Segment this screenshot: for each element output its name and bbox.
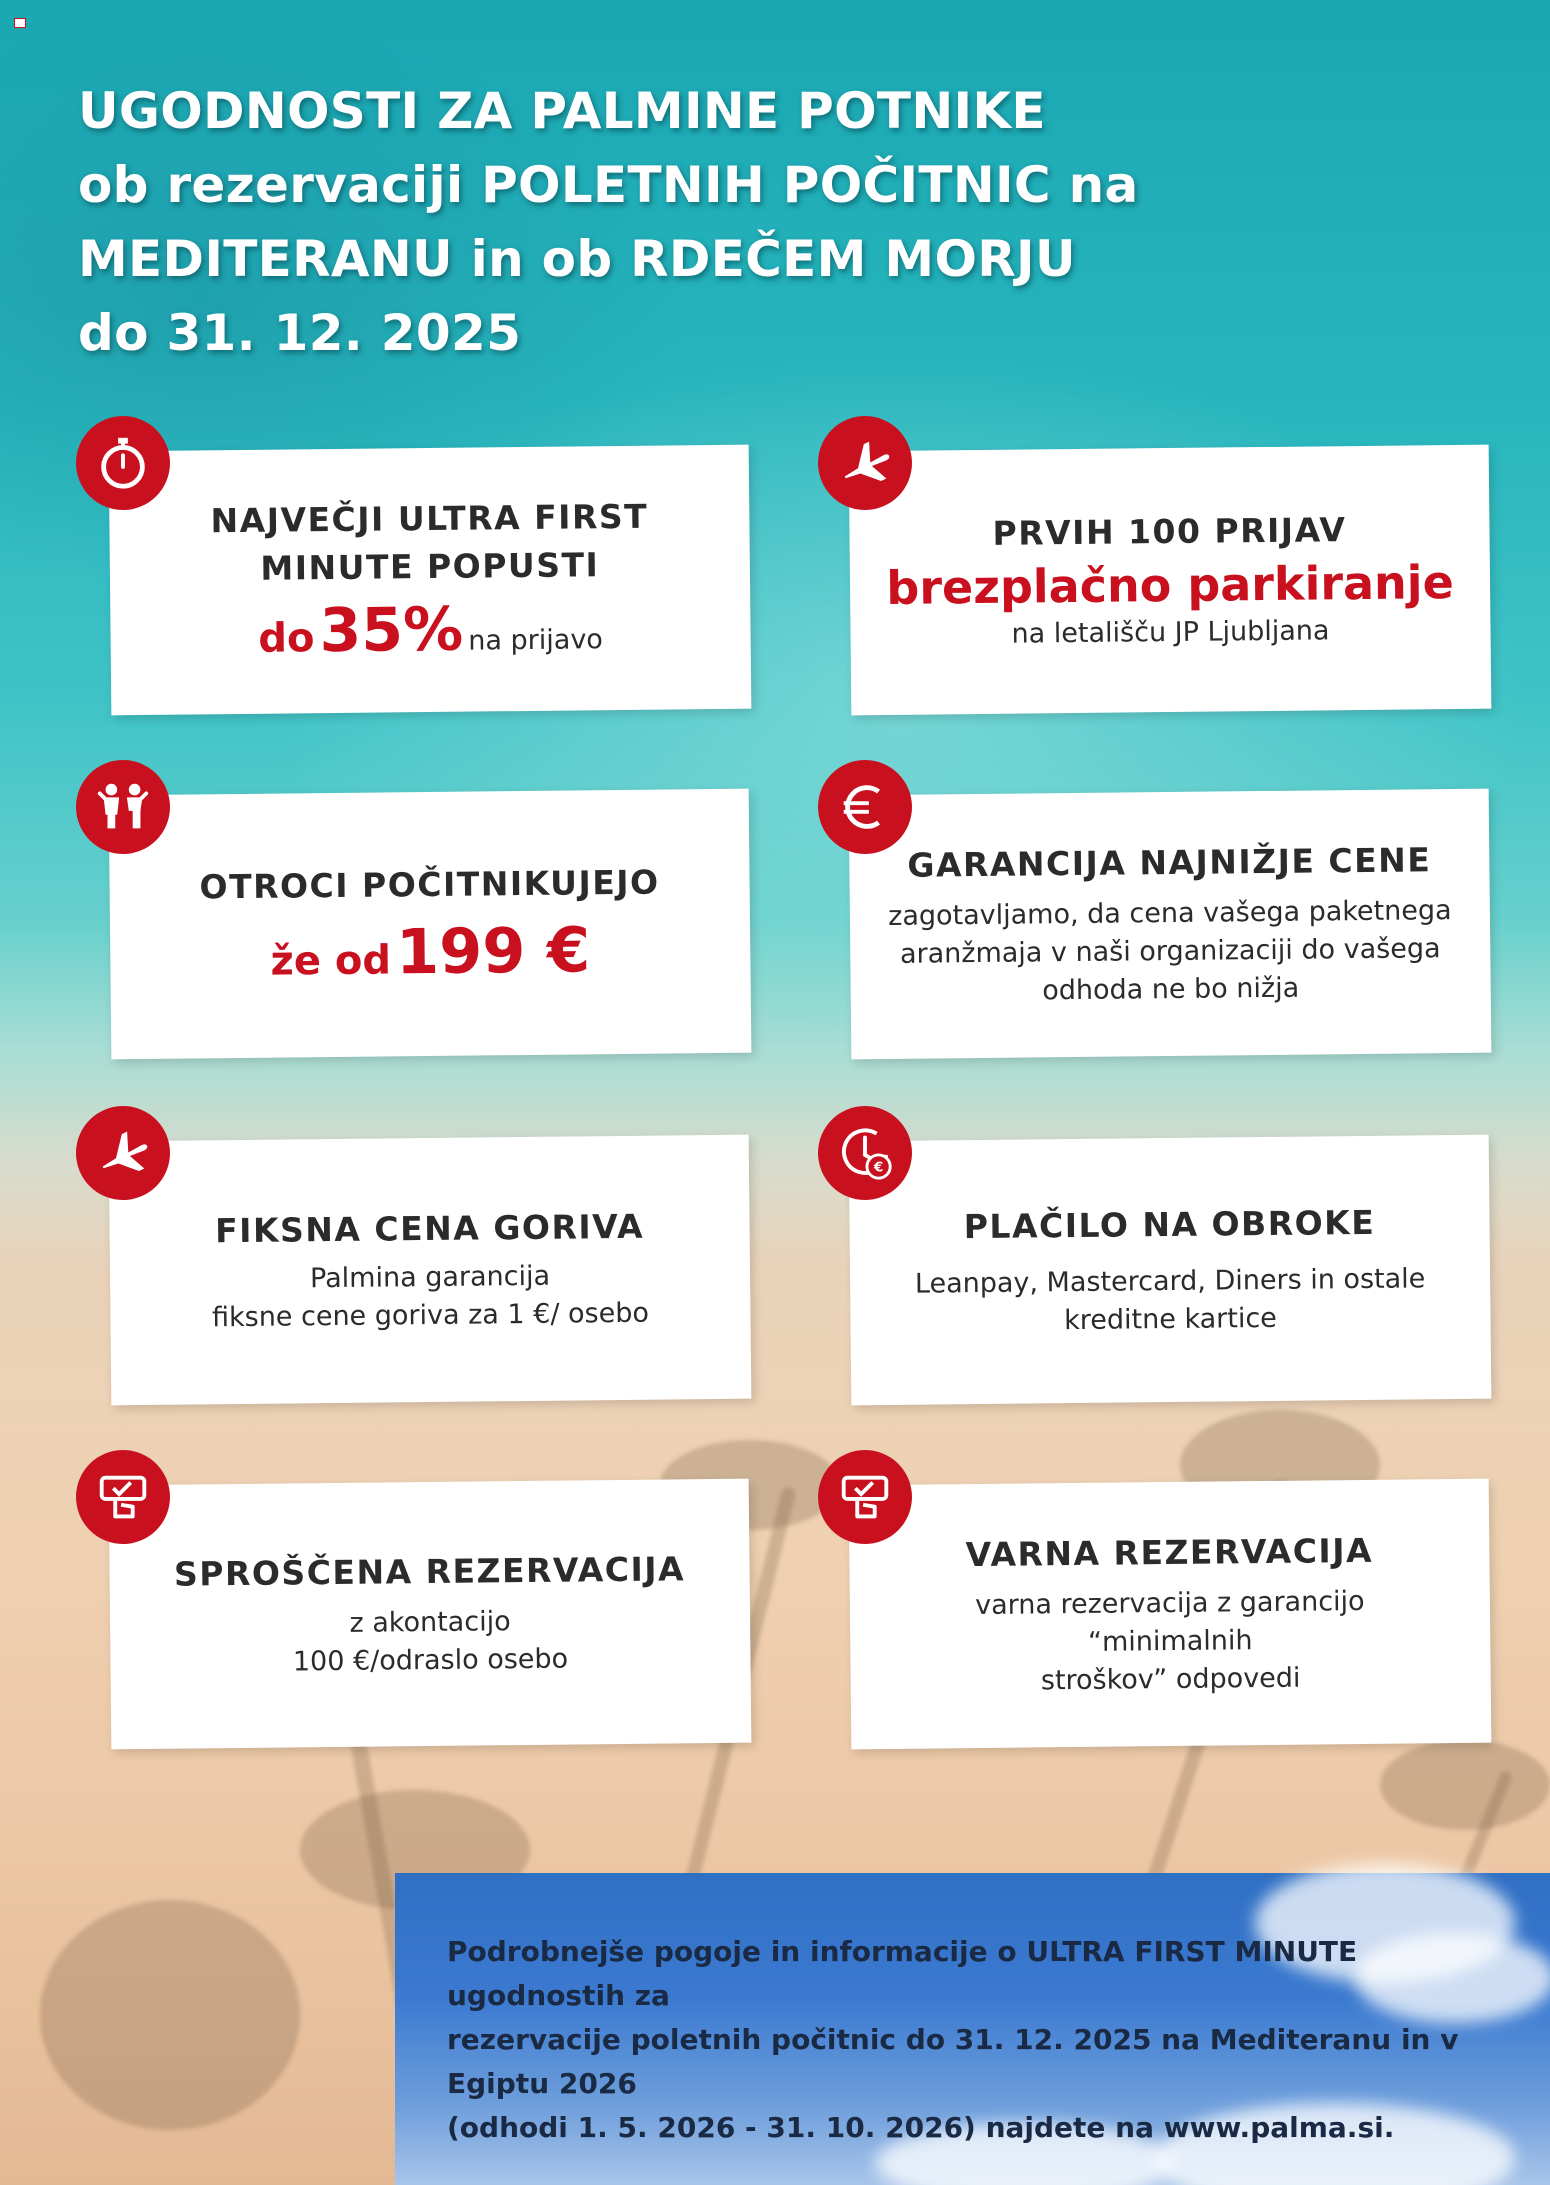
price-value: 199 € xyxy=(395,912,591,988)
card-text: aranžmaja v naši organizaciji do vašega xyxy=(899,933,1441,970)
discount-line xyxy=(258,593,603,667)
price-prefix: že od xyxy=(270,936,392,985)
svg-text:€: € xyxy=(873,1159,884,1176)
clock-euro-icon xyxy=(818,1106,912,1200)
info-text xyxy=(447,1930,1507,2150)
card-text: stroškov” odpovedi xyxy=(1040,1662,1301,1697)
card-lowest-price xyxy=(849,789,1492,1060)
card-text: “minimalnih xyxy=(1087,1625,1253,1658)
card-text: varna rezervacija z garancijo xyxy=(975,1585,1365,1622)
discount-suffix: na prijavo xyxy=(468,624,604,657)
card-safe-booking xyxy=(849,1479,1492,1750)
euro-icon xyxy=(818,760,912,854)
card-heading: PRVIH 100 PRIJAV xyxy=(992,510,1347,553)
card-heading: SPROŠČENA REZERVACIJA xyxy=(173,1549,686,1594)
card-text: Leanpay, Mastercard, Diners in ostale xyxy=(914,1263,1426,1300)
card-heading: GARANCIJA NAJNIŽJE CENE xyxy=(907,840,1432,885)
card-text: kreditne kartice xyxy=(1064,1302,1277,1337)
discount-value: 35% xyxy=(319,594,464,667)
card-heading: VARNA REZERVACIJA xyxy=(965,1530,1374,1575)
card-text: zagotavljamo, da cena vašega paketnega xyxy=(888,895,1452,932)
card-text: fiksne cene goriva za 1 €/ osebo xyxy=(211,1297,650,1334)
children-icon xyxy=(76,760,170,854)
stopwatch-icon xyxy=(76,416,170,510)
card-text: 100 €/odraslo osebo xyxy=(292,1643,569,1678)
page-marker xyxy=(14,18,26,28)
discount-prefix: do xyxy=(258,615,315,662)
title-line-2: ob rezervaciji POLETNIH POČITNIC na xyxy=(78,156,1139,214)
card-installments xyxy=(849,1135,1492,1406)
title-line-3: MEDITERANU in ob RDEČEM MORJU xyxy=(78,230,1076,288)
title-line-4: do 31. 12. 2025 xyxy=(78,304,522,362)
info-line-2: rezervacije poletnih počitnic do 31. 12. 2025 na Mediteranu in v Egiptu 2026 xyxy=(447,2023,1459,2100)
card-heading: PLAČILO NA OBROKE xyxy=(963,1202,1376,1247)
info-line-3: (odhodi 1. 5. 2026 - 31. 10. 2026) najdete na www.palma.si. xyxy=(447,2111,1395,2144)
card-heading: NAJVEČJI ULTRA FIRST xyxy=(210,496,649,541)
card-relaxed-booking xyxy=(109,1479,752,1750)
card-ultra-first-minute xyxy=(109,445,752,716)
page-title xyxy=(78,74,1278,370)
card-text: z akontacijo xyxy=(349,1606,511,1639)
airplane-icon xyxy=(818,416,912,510)
children-price-line xyxy=(270,913,590,989)
card-text: na letališču JP Ljubljana xyxy=(1011,615,1330,650)
card-heading: FIKSNA CENA GORIVA xyxy=(214,1206,645,1251)
hand-check-icon xyxy=(818,1450,912,1544)
hand-check-icon xyxy=(76,1450,170,1544)
title-line-1: UGODNOSTI ZA PALMINE POTNIKE xyxy=(78,82,1046,140)
card-children-price xyxy=(109,789,752,1060)
info-line-1: Podrobnejše pogoje in informacije o ULTRA FIRST MINUTE ugodnostih za xyxy=(447,1935,1358,2012)
card-text: odhoda ne bo nižja xyxy=(1042,972,1300,1007)
free-parking-highlight: brezplačno parkiranje xyxy=(886,555,1455,615)
card-free-parking xyxy=(849,445,1492,716)
airplane-icon xyxy=(76,1106,170,1200)
card-fixed-fuel xyxy=(109,1135,752,1406)
card-heading: MINUTE POPUSTI xyxy=(260,545,600,588)
card-heading: OTROCI POČITNIKUJEJO xyxy=(199,862,660,906)
card-text: Palmina garancija xyxy=(309,1260,551,1295)
